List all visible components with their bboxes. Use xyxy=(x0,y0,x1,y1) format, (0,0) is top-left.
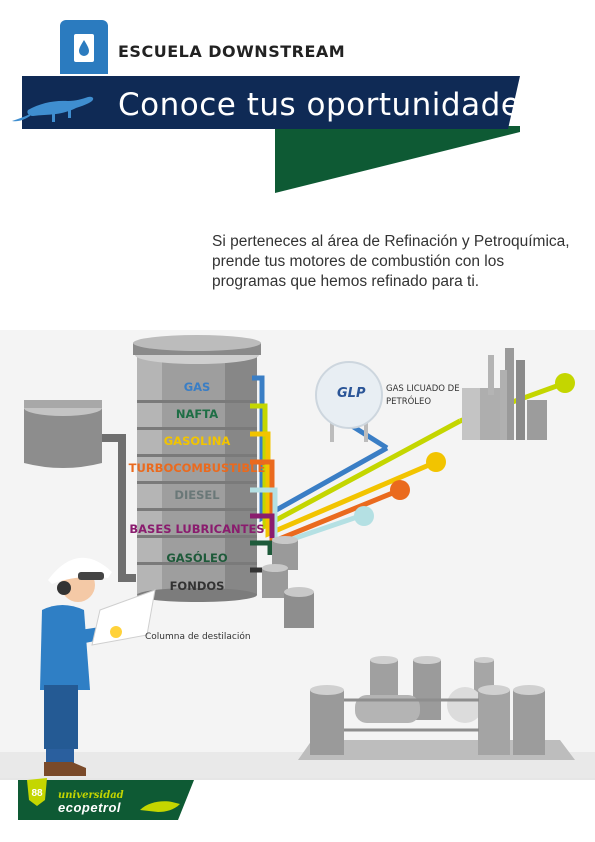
component-label: DIESEL xyxy=(174,488,220,502)
storage-tank-left xyxy=(24,400,102,468)
page-number: 88 xyxy=(31,788,43,799)
component-label: GASÓLEO xyxy=(166,551,228,565)
component-label: TURBOCOMBUSTIBLE xyxy=(128,461,266,475)
component-label: GASOLINA xyxy=(163,434,231,448)
intro-paragraph: Si perteneces al área de Refinación y Petroquímica, prende tus motores de combustión con los programas que hemos refinado para ti. xyxy=(212,233,570,290)
glp-label: GLP xyxy=(337,386,366,401)
brand-line2: ecopetrol xyxy=(58,800,122,815)
component-label: BASES LUBRICANTES xyxy=(129,522,265,536)
brand-line1: universidad xyxy=(58,790,124,801)
section-kicker: ESCUELA DOWNSTREAM xyxy=(118,42,346,61)
column-caption: Columna de destilación xyxy=(145,632,251,642)
glp-description: GAS LICUADO DE PETRÓLEO xyxy=(386,384,460,407)
component-label: FONDOS xyxy=(169,579,225,593)
component-label: GAS xyxy=(183,380,211,394)
component-label: NAFTA xyxy=(175,407,219,421)
page-title: Conoce tus oportunidades xyxy=(118,87,537,123)
